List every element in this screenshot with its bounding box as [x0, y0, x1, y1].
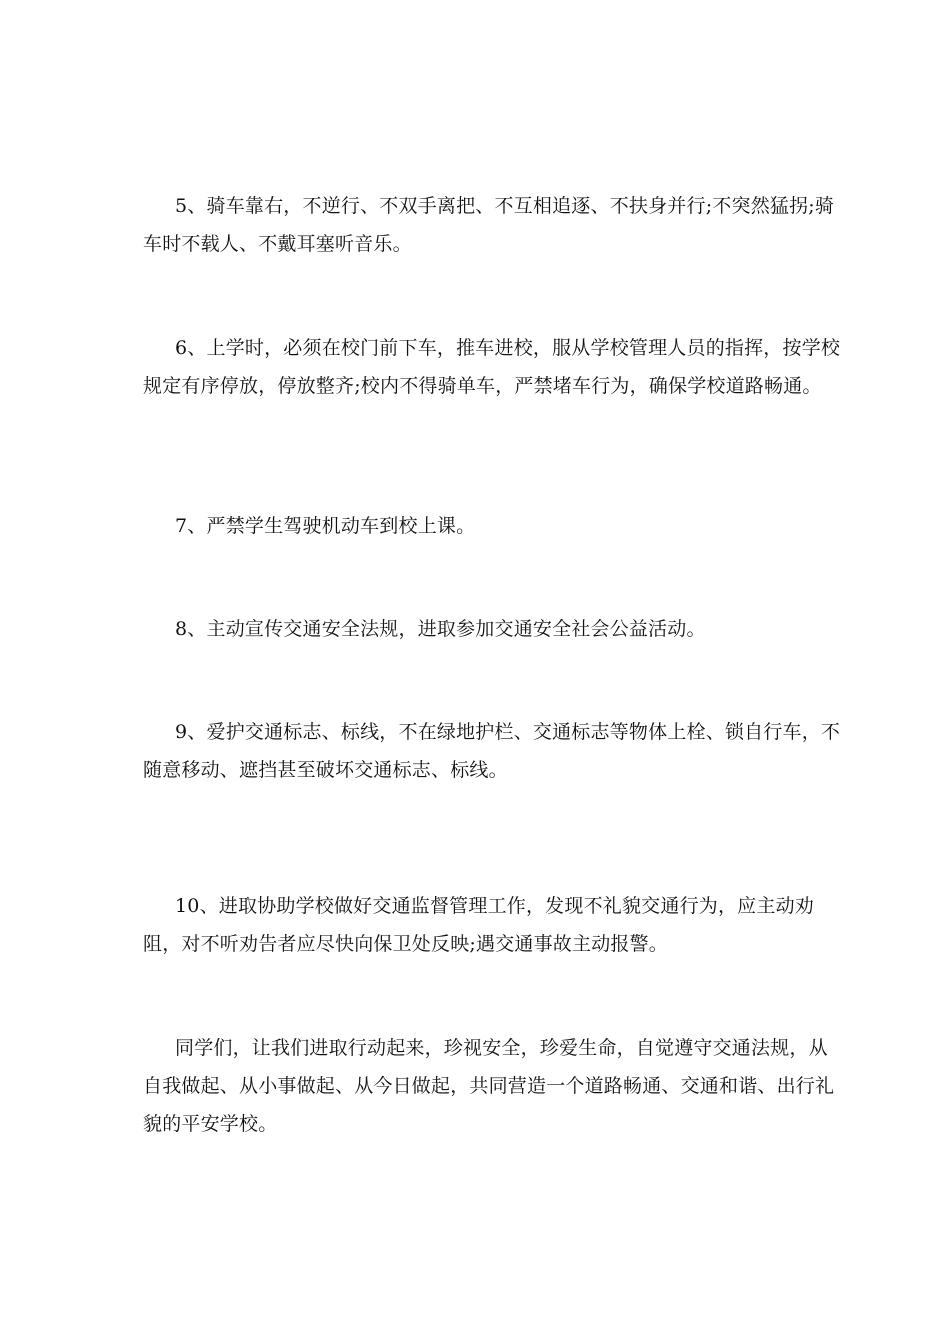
paragraph-rule-7: 7、严禁学生驾驶机动车到校上课。	[175, 515, 476, 537]
paragraph-rule-5: 5、骑车靠右，不逆行、不双手离把、不互相追逐、不扶身并行;不突然猛拐;骑车时不载人、不戴耳塞听音乐。	[143, 195, 835, 255]
paragraph-rule-8: 8、主动宣传交通安全法规，进取参加交通安全社会公益活动。	[175, 618, 706, 640]
paragraph-rule-9: 9、爱护交通标志、标线，不在绿地护栏、交通标志等物体上栓、锁自行车，不随意移动、遮挡甚至破坏交通标志、标线。	[143, 721, 841, 781]
paragraph-closing: 同学们，让我们进取行动起来，珍视安全，珍爱生命，自觉遵守交通法规，从自我做起、从小事做起、从今日做起，共同营造一个道路畅通、交通和谐、出行礼貌的平安学校。	[143, 1037, 835, 1135]
paragraph-rule-10: 10、进取协助学校做好交通监督管理工作，发现不礼貌交通行为，应主动劝阻，对不听劝告者应尽快向保卫处反映;遇交通事故主动报警。	[143, 895, 814, 955]
paragraph-rule-6: 6、上学时，必须在校门前下车，推车进校，服从学校管理人员的指挥，按学校规定有序停放，停放整齐;校内不得骑单车，严禁堵车行为，确保学校道路畅通。	[143, 337, 841, 397]
